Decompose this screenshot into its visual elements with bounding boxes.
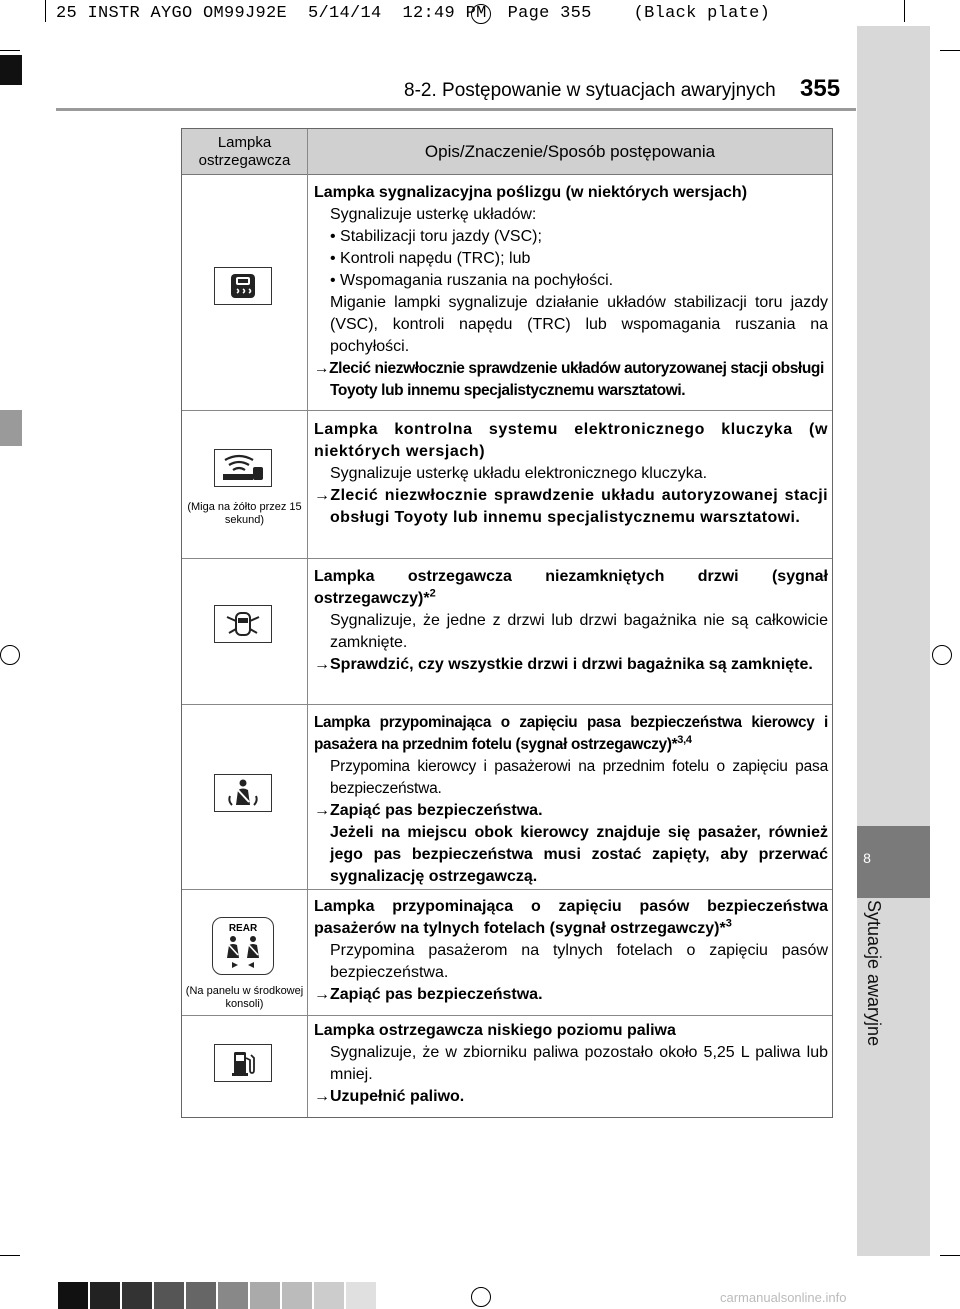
- side-tab-label: Sytuacje awaryjne: [864, 900, 884, 1047]
- row-title: Lampka przypominająca o zapięciu pasów bezpieczeństwa pasażerów na tylnych fotelach (sygnał ostrzegawczy)*$^3$: [314, 898, 828, 937]
- row-text: • Stabilizacji toru jazdy (VSC);: [330, 228, 542, 245]
- color-swatch: [346, 1282, 376, 1309]
- row-title: Lampka ostrzegawcza niskiego poziomu paliwa: [314, 1022, 676, 1039]
- row-title: Lampka ostrzegawcza niezamkniętych drzwi (sygnał ostrzegawczy)*$^2$: [314, 568, 828, 607]
- warning-lights-table: [181, 128, 833, 1118]
- row-text: Przypomina pasażerom na tylnych fotelach o zapięciu pasów bezpieczeństwa.: [330, 942, 828, 981]
- color-swatch: [122, 1282, 152, 1309]
- row-divider: [182, 704, 832, 705]
- color-swatch: [58, 1282, 88, 1309]
- light-note: (Miga na żółto przez 15 sekund): [187, 501, 302, 526]
- row-action: Zapiąć pas bezpieczeństwa.: [330, 986, 543, 1003]
- table-row: [314, 182, 828, 402]
- row-text: • Kontroli napędu (TRC); lub: [330, 250, 531, 267]
- table-row: [314, 419, 828, 529]
- footer-watermark: carmanualsonline.info: [720, 1290, 847, 1305]
- row-text: Miganie lampki sygnalizuje działanie układów stabilizacji toru jazdy (VSC), kontroli napędu (TRC) lub wspomagania ruszania na pochyłości.: [330, 294, 828, 355]
- crop-mark: [0, 1255, 20, 1256]
- color-mark: [0, 55, 22, 85]
- rear-seatbelt-icon: [212, 917, 274, 975]
- table-header: [182, 129, 832, 175]
- color-swatch: [90, 1282, 120, 1309]
- row-text: Sygnalizuje, że jedne z drzwi lub drzwi bagażnika nie są całkowicie zamknięte.: [330, 612, 828, 651]
- print-slug: 25 INSTR AYGO OM99J92E 5/14/14 12:49 PM Page 355 (Black plate): [56, 4, 771, 23]
- registration-mark: [471, 1287, 491, 1307]
- color-swatch: [314, 1282, 344, 1309]
- section-title: 8-2. Postępowanie w sytuacjach awaryjnych: [404, 80, 776, 101]
- arrow: →: [314, 986, 330, 1003]
- crop-mark: [45, 0, 46, 22]
- arrow: →: [314, 360, 330, 377]
- open-door-icon: [214, 605, 272, 643]
- crop-mark: [904, 0, 905, 22]
- fuel-pump-icon: [214, 1044, 272, 1082]
- row-divider: [182, 410, 832, 411]
- row-extra: Jeżeli na miejscu obok kierowcy znajduje się pasażer, również jego pas bezpieczeństwa musi zostać zapięty, aby przerwać sygnalizację ostrzegawczą.: [330, 824, 828, 885]
- crop-mark: [940, 1255, 960, 1256]
- row-text: • Wspomagania ruszania na pochyłości.: [330, 272, 614, 289]
- row-title: Lampka kontrolna systemu elektronicznego kluczyka (w niektórych wersjach): [314, 421, 828, 460]
- column-divider: [307, 129, 308, 1117]
- table-row: [314, 566, 828, 676]
- page-number: 355: [800, 75, 841, 102]
- row-text: Sygnalizuje, że w zbiorniku paliwa pozostało około 5,25 L paliwa lub mniej.: [330, 1044, 828, 1083]
- row-text: Sygnalizuje usterkę układu elektronicznego kluczyka.: [330, 465, 708, 482]
- slip-indicator-icon: [214, 267, 272, 305]
- crop-mark: [940, 50, 960, 51]
- row-text: Przypomina kierowcy i pasażerowi na przednim fotelu o zapięciu pasa bezpieczeństwa.: [330, 758, 828, 797]
- color-swatch: [186, 1282, 216, 1309]
- arrow: →: [314, 487, 331, 504]
- arrow: →: [314, 1088, 330, 1105]
- seatbelt-icon: [214, 774, 272, 812]
- rear-label: REAR: [228, 922, 258, 934]
- row-action: Uzupełnić paliwo.: [330, 1088, 465, 1105]
- smart-key-icon: [214, 449, 272, 487]
- row-divider: [182, 558, 832, 559]
- row-action: Sprawdzić, czy wszystkie drzwi i drzwi bagażnika są zamknięte.: [330, 656, 813, 673]
- table-row: [314, 712, 828, 888]
- row-divider: [182, 1015, 832, 1016]
- color-swatch: [154, 1282, 184, 1309]
- row-action: Zapiąć pas bezpieczeństwa.: [330, 802, 543, 819]
- header-rule: [56, 108, 856, 111]
- table-row: [314, 896, 828, 1006]
- color-swatch: [218, 1282, 248, 1309]
- row-title: Lampka przypominająca o zapięciu pasa bezpieczeństwa kierowcy i pasażera na przednim fotelu (sygnał ostrzegawczy)*$^{3,4}$: [314, 714, 828, 753]
- registration-mark: [932, 645, 952, 665]
- row-divider: [182, 889, 832, 890]
- color-swatch: [282, 1282, 312, 1309]
- row-action: Zlecić niezwłocznie sprawdzenie układów autoryzowanej stacji obsługi Toyoty lub innemu specjalistycznemu warsztatowi.: [329, 360, 824, 399]
- column-header-light: Lampka ostrzegawcza: [198, 133, 291, 169]
- column-header-description: Opis/Znaczenie/Sposób postępowania: [424, 141, 716, 161]
- table-row: [314, 1020, 828, 1108]
- row-text: Sygnalizuje usterkę układów:: [330, 206, 537, 223]
- arrow: →: [314, 656, 330, 673]
- side-tab-number: 8: [863, 850, 871, 866]
- arrow: →: [314, 802, 330, 819]
- crop-mark: [0, 50, 20, 51]
- row-title: Lampka sygnalizacyjna poślizgu (w niektórych wersjach): [314, 184, 748, 201]
- light-note: (Na panelu w środkowej konsoli): [185, 985, 304, 1010]
- registration-mark: [0, 645, 20, 665]
- registration-mark: [471, 4, 491, 24]
- color-mark: [0, 410, 22, 446]
- color-swatch: [250, 1282, 280, 1309]
- row-action: Zlecić niezwłocznie sprawdzenie układu autoryzowanej stacji obsługi Toyoty lub innemu specjalistycznemu warsztatowi.: [330, 487, 828, 526]
